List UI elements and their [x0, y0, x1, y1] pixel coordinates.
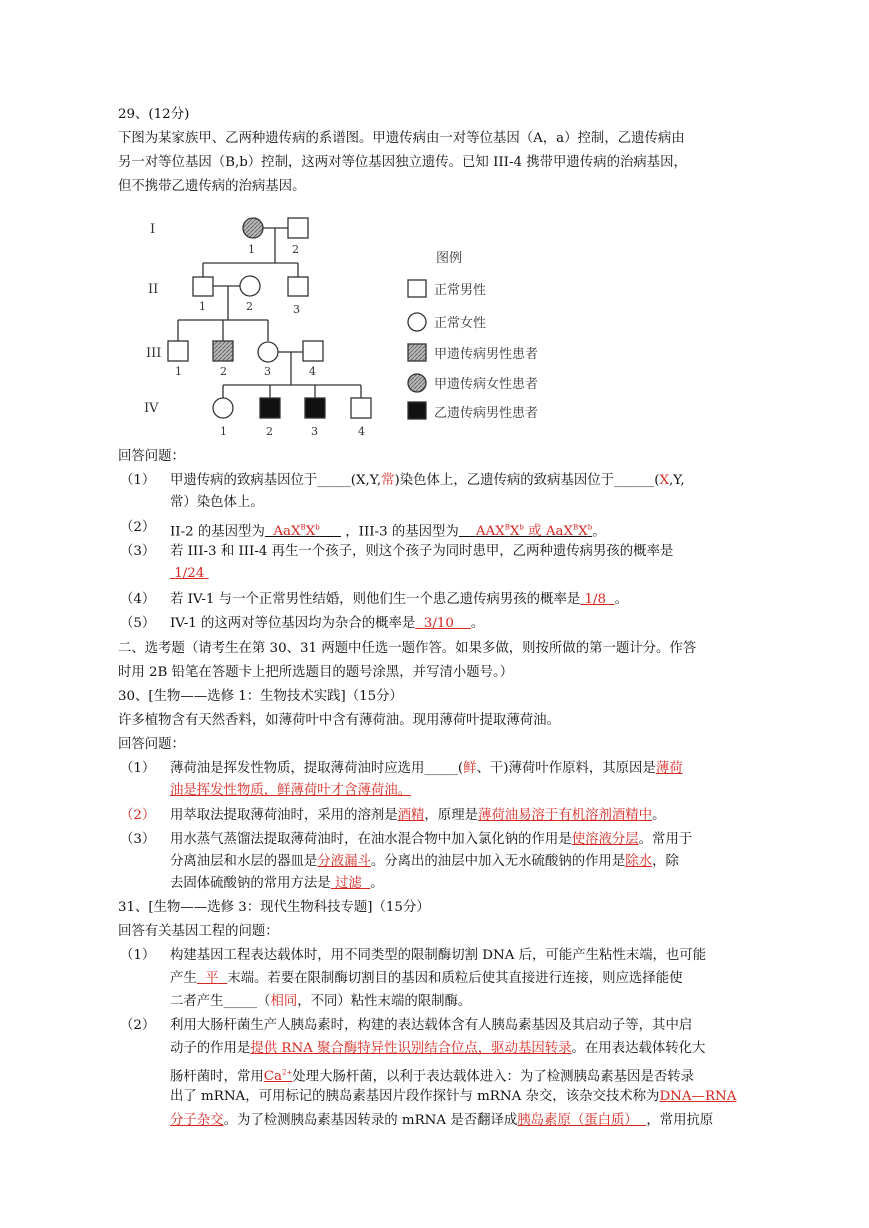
pedigree-num: 3 — [311, 425, 318, 438]
item-number: （1） — [120, 473, 156, 488]
q30-item-2: 用萃取法提取薄荷油时，采用的溶剂是酒精，原理是薄荷油易溶于有机溶剂酒精中。 — [170, 808, 666, 823]
pedigree-num: 4 — [309, 365, 316, 378]
q29-item-1-cont: 常）染色体上。 — [170, 495, 264, 510]
pedigree-num: 1 — [175, 365, 182, 378]
answer: $AaX^BX^b$ — [273, 524, 320, 540]
gen-label: I — [150, 222, 156, 237]
answer: $Ca^{2+}$ — [263, 1069, 293, 1085]
answer: 相同 — [270, 994, 298, 1009]
answer: X — [659, 473, 669, 488]
section-title: 时用 2B 铅笔在答题卡上把所选题目的题号涂黑，并写清小题号。） — [118, 665, 514, 680]
item-number: （3） — [120, 544, 156, 559]
legend-swatch — [408, 313, 426, 331]
pedigree-I1 — [243, 218, 263, 238]
q29-intro: 另一对等位基因（B,b）控制，这两对等位基因独立遗传。已知 III-4 携带甲遗传病的治病基因， — [118, 155, 687, 170]
item-number: （3） — [120, 832, 156, 847]
pedigree-II1 — [193, 277, 213, 296]
answer: 薄荷油易溶于有机溶剂酒精中 — [477, 808, 653, 823]
answer: 1/24 — [174, 566, 205, 581]
answer: DNA—RNA — [659, 1089, 737, 1104]
q29-item-1: 甲遗传病的致病基因位于_____(X,Y,常)染色体上，乙遗传病的致病基因位于______(X,Y, — [170, 473, 685, 488]
legend-swatch — [408, 374, 426, 392]
q30-item-1-cont — [170, 781, 411, 801]
q29-item-3-cont — [170, 564, 209, 584]
q29-item-3: 若 III-3 和 III-4 再生一个孩子，则这个孩子为同时患甲，乙两种遗传病男孩的概率是 — [170, 544, 674, 559]
q29-item-4: 若 IV-1 与一个正常男性结婚，则他们生一个患乙遗传病男孩的概率是 1/8 。 — [170, 592, 628, 607]
item-number: （2） — [120, 808, 156, 823]
pedigree-IV4 — [351, 398, 371, 418]
q31-item-2-cont: 出了 mRNA，可用标记的胰岛素基因片段作探针与 mRNA 杂交，该杂交技术称为DNA—RNA — [170, 1089, 737, 1104]
q30-intro: 许多植物含有天然香料，如薄荷叶中含有薄荷油。现用薄荷叶提取薄荷油。 — [118, 713, 560, 728]
pedigree-num: 1 — [248, 243, 255, 256]
pedigree-chart — [118, 205, 598, 445]
answer: 鲜 — [463, 761, 477, 776]
q29-item-5: IV-1 的这两对等位基因均为杂合的概率是 3/10 。 — [170, 616, 485, 631]
item-number: （1） — [120, 948, 156, 963]
legend-title: 图例 — [436, 251, 463, 266]
q30-header: 30、[生物——选修 1：生物技术实践]（15分） — [118, 689, 403, 704]
q31-item-2-cont: 肠杆菌时，常用$Ca^{2+}$处理大肠杆菌，以利于表达载体进入：为了检测胰岛素基因是否转录 — [170, 1069, 695, 1085]
legend-label: 甲遗传病男性患者 — [434, 347, 539, 362]
answer: 油是挥发性物质，鲜薄荷叶才含薄荷油。 — [170, 783, 412, 798]
answer: 提供 RNA 聚合酶特异性识别结合位点，驱动基因转录 — [250, 1041, 572, 1056]
answer: 分液漏斗 — [317, 854, 371, 869]
gen-label: II — [148, 282, 159, 297]
answer: 3/10 — [423, 616, 454, 631]
legend-swatch — [408, 402, 426, 419]
q31-header: 31、[生物——选修 3：现代生物科技专题]（15分） — [118, 900, 430, 915]
pedigree-num: 2 — [292, 243, 299, 256]
pedigree-num: 1 — [220, 425, 227, 438]
answer: 过滤 — [334, 876, 362, 891]
pedigree-I2 — [288, 218, 308, 238]
q29-item-2: II-2 的基因型为 $AaX^BX^b$ ，III-3 的基因型为 $AAX^BX^b$ 或 $AaX^BX^b$。 — [170, 524, 606, 540]
gen-label: IV — [144, 401, 159, 416]
q29-header: 29、(12分) — [118, 107, 190, 122]
answer: 1/8 — [584, 592, 607, 607]
answer: 分子杂交 — [170, 1113, 224, 1128]
answer: 薄荷 — [655, 761, 683, 776]
q31-item-2-cont: 分子杂交。为了检测胰岛素基因转录的 mRNA 是否翻译成胰岛素原（蛋白质） ，常用抗原 — [170, 1113, 714, 1128]
answer: 酒精 — [397, 808, 425, 823]
q30-item-3-cont: 分离油层和水层的器皿是分液漏斗。分离出的油层中加入无水硫酸钠的作用是除水，除 — [170, 854, 679, 869]
pedigree-III4 — [303, 341, 323, 361]
pedigree-IV3 — [305, 398, 325, 418]
legend-label: 正常女性 — [434, 316, 487, 331]
pedigree-II3 — [288, 277, 308, 296]
q31-item-2: 利用大肠杆菌生产人胰岛素时，构建的表达载体含有人胰岛素基因及其启动子等，其中启 — [170, 1018, 693, 1033]
gen-label: III — [146, 346, 162, 361]
pedigree-num: 2 — [246, 300, 253, 313]
pedigree-IV1 — [213, 398, 233, 418]
pedigree-num: 2 — [266, 425, 273, 438]
pedigree-II2 — [240, 276, 260, 296]
pedigree-num: 4 — [358, 425, 365, 438]
answer: 常 — [381, 473, 395, 488]
pedigree-III2 — [213, 341, 233, 361]
pedigree-III1 — [168, 341, 188, 361]
pedigree-num: 1 — [199, 300, 206, 313]
legend-label: 正常男性 — [434, 283, 487, 298]
answer: 使溶液分层 — [571, 832, 639, 847]
q30-item-3-cont: 去固体硫酸钠的常用方法是 过滤 。 — [170, 876, 384, 891]
pedigree-num: 2 — [220, 365, 227, 378]
q30-item-1: 薄荷油是挥发性物质，提取薄荷油时应选用_____(鲜、干)薄荷叶作原料，其原因是薄荷 — [170, 761, 683, 776]
item-number: （5） — [120, 616, 156, 631]
answer: 胰岛素原（蛋白质） — [517, 1113, 638, 1128]
item-number: （1） — [120, 761, 156, 776]
legend-label: 乙遗传病男性患者 — [434, 406, 539, 421]
legend-label: 甲遗传病女性患者 — [434, 377, 539, 392]
legend-swatch — [408, 344, 426, 361]
answer: 除水 — [625, 854, 653, 869]
item-number: （2） — [120, 1018, 156, 1033]
answer-prompt: 回答问题： — [118, 737, 185, 752]
pedigree-III3 — [258, 342, 278, 362]
q31-item-2-cont: 动子的作用是提供 RNA 聚合酶特异性识别结合位点，驱动基因转录。在用表达载体转化大 — [170, 1041, 706, 1056]
q30-item-3: 用水蒸气蒸馏法提取薄荷油时，在油水混合物中加入氯化钠的作用是使溶液分层。常用于 — [170, 832, 693, 847]
answer-prompt: 回答问题： — [118, 449, 185, 464]
q31-item-1-cont: 二者产生_____（相同，不同）粘性末端的限制酶。 — [170, 994, 472, 1009]
item-number: （4） — [120, 592, 156, 607]
pedigree-num: 3 — [264, 365, 271, 378]
item-number: （2） — [120, 520, 156, 535]
q31-item-1: 构建基因工程表达载体时，用不同类型的限制酶切割 DNA 后，可能产生粘性末端，也可能 — [170, 948, 707, 963]
answer: $AAX^BX^b$ 或 $AaX^BX^b$ — [475, 524, 593, 540]
q31-intro: 回答有关基因工程的问题： — [118, 924, 279, 939]
q29-intro: 下图为某家族甲、乙两种遗传病的系谱图。甲遗传病由一对等位基因（A，a）控制，乙遗传病由 — [118, 131, 685, 146]
pedigree-num: 3 — [293, 303, 300, 316]
q29-intro: 但不携带乙遗传病的治病基因。 — [118, 179, 306, 194]
pedigree-IV2 — [260, 398, 280, 418]
legend-swatch — [408, 280, 426, 297]
q31-item-1-cont: 产生 平 末端。若要在限制酶切割目的基因和质粒后使其直接进行连接，则应选择能使 — [170, 971, 683, 986]
answer: 平 — [205, 971, 219, 986]
section-title: 二、选考题（请考生在第 30、31 两题中任选一题作答。如果多做，则按所做的第一题计分。作答 — [118, 641, 697, 656]
